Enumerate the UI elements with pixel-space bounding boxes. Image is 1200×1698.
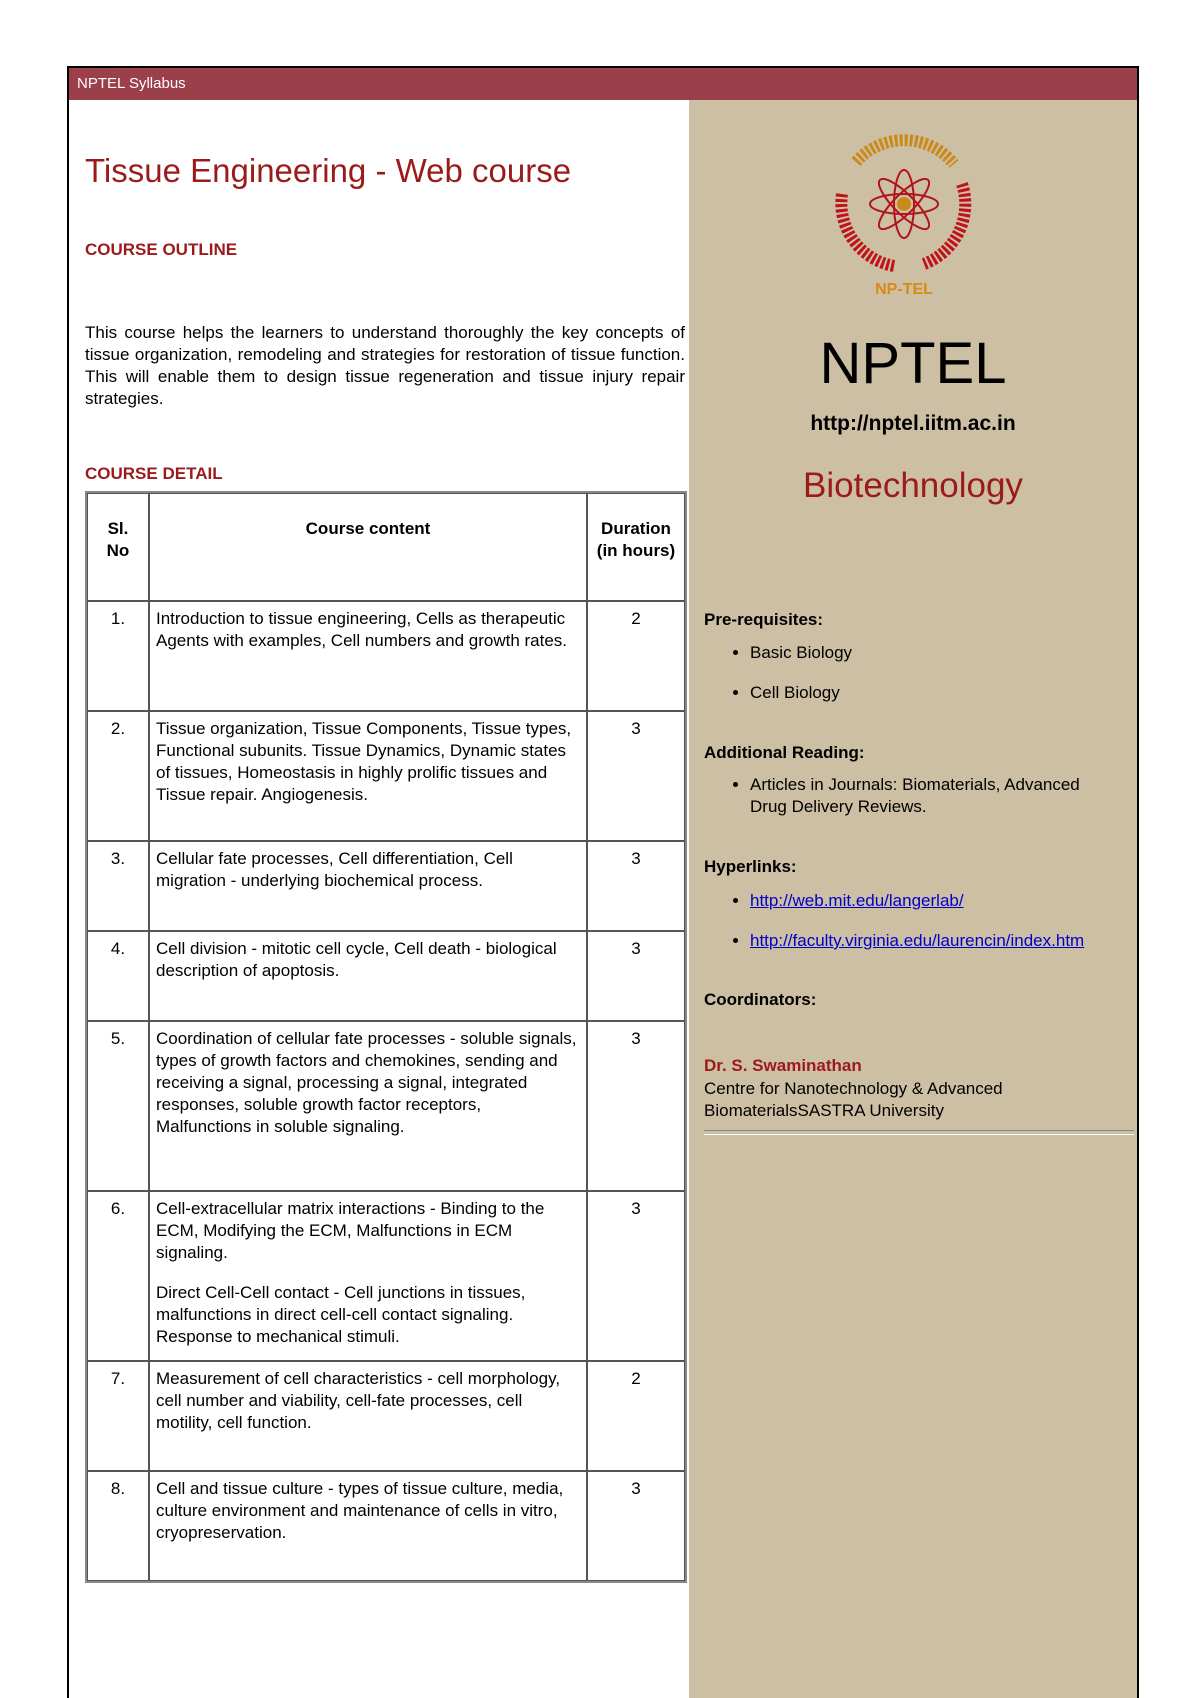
list-item: • Articles in Journals: Biomaterials, Advanced Drug Delivery Reviews. xyxy=(750,774,1100,818)
content-paragraph: Coordination of cellular fate processes - soluble signals, types of growth factors and chemokines, sending and receiving a signal, processing a signal, integrated responses, soluble growth factor receptors, Malfunctions in soluble signaling. xyxy=(156,1029,577,1136)
table-row xyxy=(87,931,685,1021)
brand-name: NPTEL xyxy=(819,331,1007,396)
detail-heading: COURSE DETAIL xyxy=(85,464,223,483)
content-paragraph: Cellular fate processes, Cell differentiation, Cell migration - underlying biochemical process. xyxy=(156,849,513,890)
hyperlink-langerlab[interactable]: http://web.mit.edu/langerlab/ xyxy=(750,891,964,910)
prereq-heading: Pre-requisites: xyxy=(704,610,824,629)
table-row xyxy=(87,711,685,841)
row-content xyxy=(149,1361,587,1471)
row-content xyxy=(149,711,587,841)
outline-text: This course helps the learners to understand thoroughly the key concepts of tissue organization, remodeling and strategies for restoration of tissue function. This will enable them to design tissue regeneration and tissue injury repair strategies. xyxy=(85,323,685,408)
content-paragraph: Introduction to tissue engineering, Cells as therapeutic Agents with examples, Cell numbers and growth rates. xyxy=(156,609,568,650)
logo-text: NP-TEL xyxy=(875,281,933,298)
row-duration: 3 xyxy=(587,841,685,931)
content-paragraph: Cell division - mitotic cell cycle, Cell death - biological description of apoptosis. xyxy=(156,939,557,980)
coordinator-affiliation: Centre for Nanotechnology & Advanced BiomaterialsSASTRA University xyxy=(704,1079,1003,1120)
row-duration: 3 xyxy=(587,1471,685,1581)
row-number: 8. xyxy=(87,1471,149,1581)
row-number: 6. xyxy=(87,1191,149,1361)
links-list xyxy=(704,890,1084,970)
row-content xyxy=(149,841,587,931)
row-duration: 3 xyxy=(587,1021,685,1191)
department-name: Biotechnology xyxy=(803,466,1023,505)
outline-heading: COURSE OUTLINE xyxy=(85,240,238,259)
divider xyxy=(704,1130,1134,1135)
row-number: 3. xyxy=(87,841,149,931)
row-number: 2. xyxy=(87,711,149,841)
row-content xyxy=(149,1191,587,1361)
row-duration: 2 xyxy=(587,601,685,711)
row-duration: 2 xyxy=(587,1361,685,1471)
row-duration: 3 xyxy=(587,711,685,841)
hyperlink-laurencin[interactable]: http://faculty.virginia.edu/laurencin/index.htm xyxy=(750,931,1085,950)
page-frame xyxy=(67,66,1139,1698)
site-url: http://nptel.iitm.ac.in xyxy=(810,412,1016,435)
nptel-logo xyxy=(829,134,979,304)
reading-heading: Additional Reading: xyxy=(704,743,865,762)
header-course-content: Course content xyxy=(149,493,587,601)
row-number: 7. xyxy=(87,1361,149,1471)
header-bar: NPTEL Syllabus xyxy=(69,68,1137,100)
table-row xyxy=(87,1471,685,1581)
row-duration: 3 xyxy=(587,931,685,1021)
coordinators-heading: Coordinators: xyxy=(704,990,817,1009)
table-row xyxy=(87,1191,685,1361)
links-heading: Hyperlinks: xyxy=(704,857,797,876)
table-row xyxy=(87,1021,685,1191)
content-paragraph: Cell and tissue culture - types of tissue culture, media, culture environment and maintenance of cells in vitro, cryopreservation. xyxy=(156,1479,564,1542)
content-paragraph: Measurement of cell characteristics - cell morphology, cell number and viability, cell-fate processes, cell motility, cell function. xyxy=(156,1369,561,1432)
header-sl-no: Sl. No xyxy=(87,493,149,601)
table-row xyxy=(87,601,685,711)
row-content xyxy=(149,1471,587,1581)
main-content xyxy=(69,100,689,1698)
list-item: • Basic Biology xyxy=(750,642,852,664)
row-content xyxy=(149,1021,587,1191)
row-duration: 3 xyxy=(587,1191,685,1361)
prereq-list xyxy=(704,642,852,722)
table-row xyxy=(87,841,685,931)
list-item: • Cell Biology xyxy=(750,682,852,704)
course-title: Tissue Engineering - Web course xyxy=(85,152,572,189)
row-content xyxy=(149,601,587,711)
header-duration: Duration (in hours) xyxy=(587,493,685,601)
course-detail-table xyxy=(85,491,687,1583)
row-number: 4. xyxy=(87,931,149,1021)
row-number: 1. xyxy=(87,601,149,711)
reading-list xyxy=(704,774,1100,836)
sidebar xyxy=(689,100,1137,1698)
table-row xyxy=(87,1361,685,1471)
coordinator-name: Dr. S. Swaminathan xyxy=(704,1056,862,1075)
list-item xyxy=(750,930,1084,952)
row-number: 5. xyxy=(87,1021,149,1191)
content-paragraph: Tissue organization, Tissue Components, Tissue types, Functional subunits. Tissue Dynamics, Dynamic states of tissues, Homeostasis in highly prolific tissues and Tissue repair. Angiogenesis. xyxy=(156,719,572,804)
content-paragraph: Cell-extracellular matrix interactions - Binding to the ECM, Modifying the ECM, Malfunctions in ECM signaling. xyxy=(156,1199,545,1262)
row-content xyxy=(149,931,587,1021)
content-paragraph: Direct Cell-Cell contact - Cell junctions in tissues, malfunctions in direct cell-cell contact signaling. Response to mechanical stimuli. xyxy=(156,1283,526,1346)
list-item xyxy=(750,890,1084,912)
